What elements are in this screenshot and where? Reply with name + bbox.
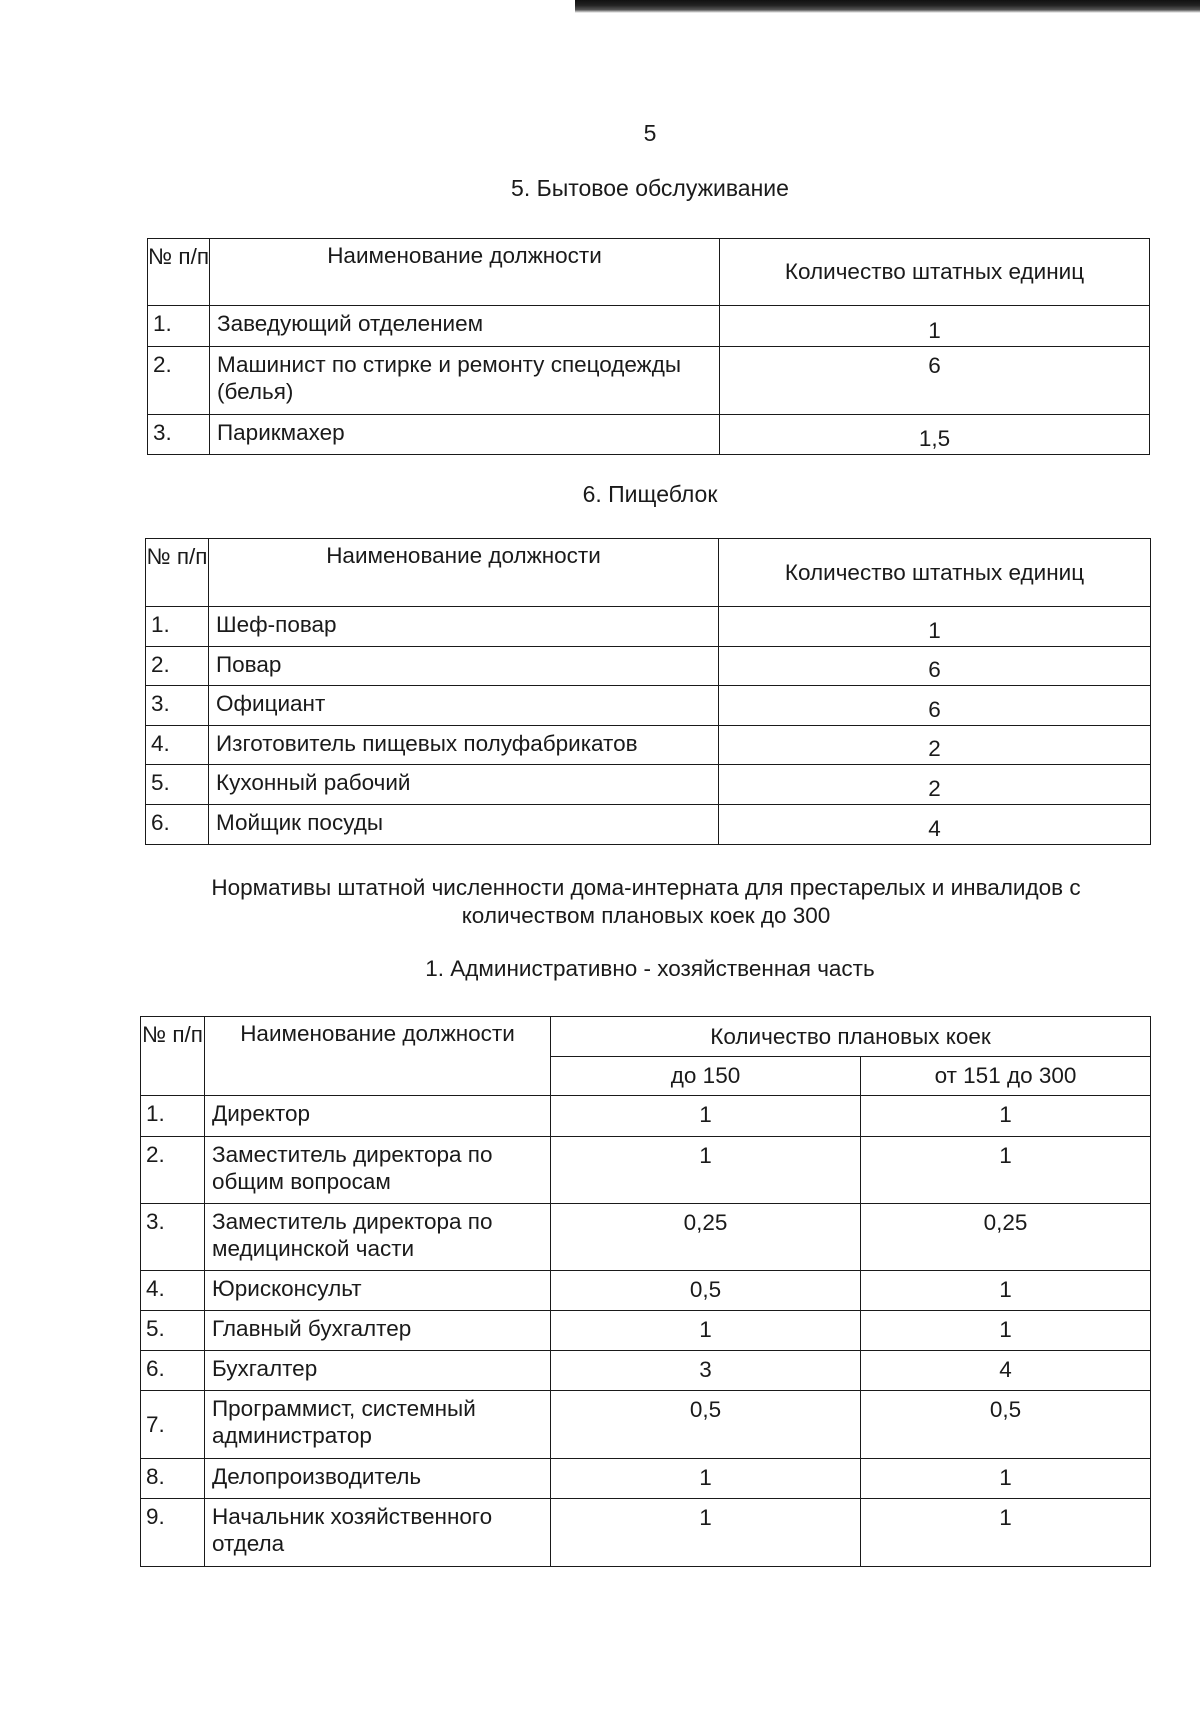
table-row [141, 1391, 1151, 1459]
table-row [141, 1351, 1151, 1391]
scan-edge-streak [575, 0, 1200, 13]
row-position: Официант [209, 686, 719, 726]
row-position: Заведующий отделением [210, 306, 720, 347]
row-num: 2. [141, 1137, 205, 1204]
table-row [146, 726, 1151, 765]
row-count: 2 [719, 765, 1151, 805]
row-position: Начальник хозяйственного отдела [205, 1499, 551, 1567]
row-count: 1,5 [720, 415, 1150, 455]
table-header-row [146, 539, 1151, 607]
row-count: 1 [719, 607, 1151, 647]
table-row [148, 306, 1150, 347]
section-title-kitchen: 6. Пищеблок [582, 481, 718, 507]
row-position: Делопроизводитель [205, 1459, 551, 1499]
row-position: Мойщик посуды [209, 805, 719, 845]
row-position: Парикмахер [210, 415, 720, 455]
header-up-to-150: до 150 [551, 1057, 861, 1096]
header-position-name: Наименование должности [205, 1017, 551, 1096]
row-num: 3. [148, 415, 210, 455]
table-row [141, 1204, 1151, 1271]
row-count: 6 [719, 686, 1151, 726]
row-count: 6 [720, 347, 1150, 415]
row-value-300: 0,25 [861, 1204, 1151, 1271]
header-num: № п/п [146, 539, 209, 607]
row-num: 1. [148, 306, 210, 347]
header-num: № п/п [148, 239, 210, 306]
row-value-150: 1 [551, 1311, 861, 1351]
table-household-services [147, 238, 1150, 455]
row-count: 2 [719, 726, 1151, 765]
row-num: 5. [141, 1311, 205, 1351]
header-151-to-300: от 151 до 300 [861, 1057, 1151, 1096]
row-num: 5. [146, 765, 209, 805]
table-row [141, 1459, 1151, 1499]
section-title-household: 5. Бытовое обслуживание [511, 175, 789, 201]
row-position: Юрисконсульт [205, 1271, 551, 1311]
row-num: 4. [141, 1271, 205, 1311]
row-count: 6 [719, 647, 1151, 686]
table-row [141, 1499, 1151, 1567]
table-row [146, 607, 1151, 647]
row-num: 3. [141, 1204, 205, 1271]
row-position: Программист, системный администратор [205, 1391, 551, 1459]
table-row [148, 415, 1150, 455]
row-value-300: 1 [861, 1459, 1151, 1499]
row-num: 4. [146, 726, 209, 765]
row-position: Кухонный рабочий [209, 765, 719, 805]
table-row [146, 805, 1151, 845]
row-value-150: 1 [551, 1459, 861, 1499]
row-num: 7. [141, 1391, 205, 1459]
row-position: Изготовитель пищевых полуфабрикатов [209, 726, 719, 765]
row-value-150: 0,5 [551, 1271, 861, 1311]
table-row [141, 1137, 1151, 1204]
table-kitchen [145, 538, 1151, 845]
row-num: 2. [146, 647, 209, 686]
row-num: 2. [148, 347, 210, 415]
row-count: 1 [720, 306, 1150, 347]
row-value-150: 0,25 [551, 1204, 861, 1271]
header-staff-count: Количество штатных единиц [720, 239, 1150, 306]
row-num: 9. [141, 1499, 205, 1567]
row-position: Повар [209, 647, 719, 686]
table-row [148, 347, 1150, 415]
header-staff-count: Количество штатных единиц [719, 539, 1151, 607]
table-header-row [141, 1017, 1151, 1057]
page-number: 5 [643, 120, 657, 146]
row-num: 8. [141, 1459, 205, 1499]
row-count: 4 [719, 805, 1151, 845]
row-position: Машинист по стирке и ремонту спецодежды (белья) [210, 347, 720, 415]
row-position: Главный бухгалтер [205, 1311, 551, 1351]
row-value-300: 1 [861, 1499, 1151, 1567]
row-num: 3. [146, 686, 209, 726]
norms-heading: Нормативы штатной численности дома-интерната для престарелых и инвалидов с количеством плановых коек до 300 [211, 875, 1081, 928]
row-value-300: 1 [861, 1311, 1151, 1351]
row-value-150: 1 [551, 1096, 861, 1137]
row-num: 6. [146, 805, 209, 845]
row-value-150: 0,5 [551, 1391, 861, 1459]
header-position-name: Наименование должности [210, 239, 720, 306]
table-row [146, 765, 1151, 805]
row-value-300: 1 [861, 1096, 1151, 1137]
row-num: 1. [146, 607, 209, 647]
table-row [146, 686, 1151, 726]
table-row [141, 1311, 1151, 1351]
row-position: Заместитель директора по медицинской части [205, 1204, 551, 1271]
row-position: Шеф-повар [209, 607, 719, 647]
header-planned-beds: Количество плановых коек [551, 1017, 1151, 1057]
row-value-150: 1 [551, 1499, 861, 1567]
table-row [146, 647, 1151, 686]
table-row [141, 1271, 1151, 1311]
header-position-name: Наименование должности [209, 539, 719, 607]
row-position: Заместитель директора по общим вопросам [205, 1137, 551, 1204]
row-value-300: 1 [861, 1137, 1151, 1204]
table-administrative [140, 1016, 1151, 1567]
row-value-300: 0,5 [861, 1391, 1151, 1459]
row-num: 6. [141, 1351, 205, 1391]
row-value-300: 1 [861, 1271, 1151, 1311]
row-value-150: 3 [551, 1351, 861, 1391]
row-value-150: 1 [551, 1137, 861, 1204]
row-num: 1. [141, 1096, 205, 1137]
row-position: Директор [205, 1096, 551, 1137]
header-num: № п/п [141, 1017, 205, 1096]
row-position: Бухгалтер [205, 1351, 551, 1391]
table-row [141, 1096, 1151, 1137]
row-value-300: 4 [861, 1351, 1151, 1391]
section-title-administrative: 1. Административно - хозяйственная часть [425, 956, 875, 981]
table-header-row [148, 239, 1150, 306]
